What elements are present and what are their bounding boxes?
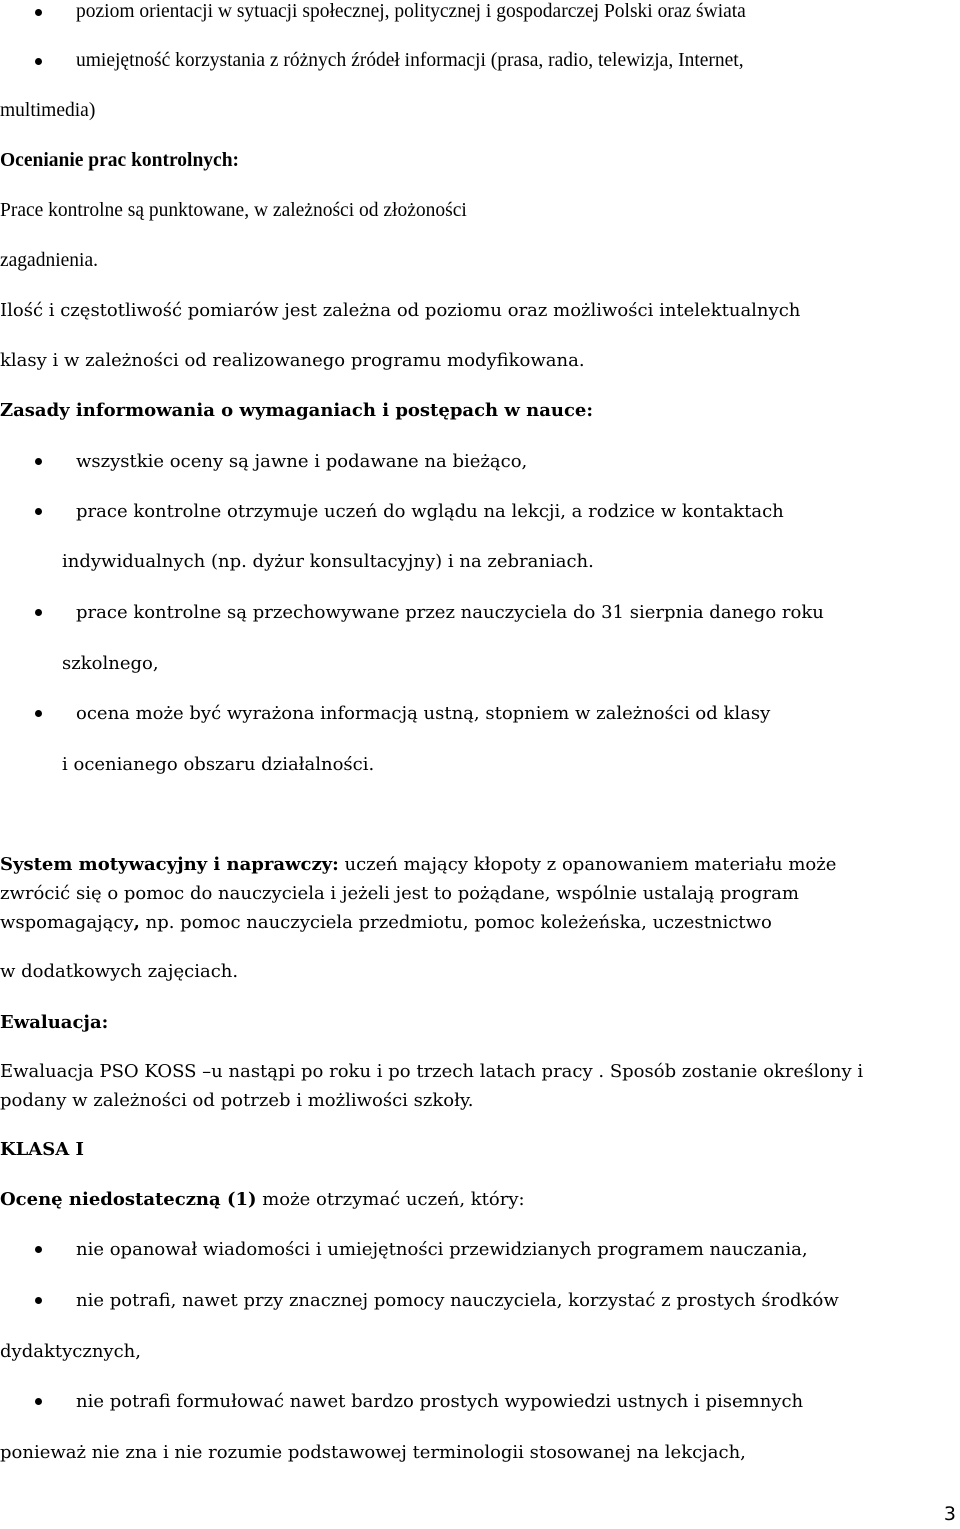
list-item: prace kontrolne są przechowywane przez nauczyciela do 31 sierpnia danego roku [76, 602, 824, 623]
bullet [35, 9, 42, 16]
paragraph-line: Ilość i częstotliwość pomiarów jest zależna od poziomu oraz możliwości intelektualnych [0, 300, 801, 321]
list-item-continuation: i ocenianego obszaru działalności. [62, 754, 375, 775]
page-number: 3 [943, 1503, 956, 1525]
bullet [35, 609, 42, 616]
bullet [35, 58, 42, 65]
paragraph-line: Prace kontrolne są punktowane, w zależności od złożoności [0, 200, 467, 221]
paragraph-line: multimedia) [0, 100, 96, 121]
paragraph-line: podany w zależności od potrzeb i możliwości szkoły. [0, 1090, 474, 1111]
paragraph-text: uczeń mający kłopoty z opanowaniem materiału może [338, 854, 837, 875]
list-item-continuation: ponieważ nie zna i nie rozumie podstawowej terminologii stosowanej na lekcjach, [0, 1442, 746, 1463]
paragraph-line [0, 853, 836, 877]
list-item: prace kontrolne otrzymuje uczeń do wglądu na lekcji, a rodzice w kontaktach [76, 501, 784, 522]
list-item-continuation: szkolnego, [62, 653, 159, 674]
list-item: nie potrafi, nawet przy znacznej pomocy nauczyciela, korzystać z prostych środków [76, 1290, 839, 1311]
section-heading: KLASA I [0, 1139, 84, 1160]
bullet [35, 710, 42, 717]
paragraph-line: w dodatkowych zajęciach. [0, 961, 239, 982]
list-item-continuation: indywidualnych (np. dyżur konsultacyjny) i na zebraniach. [62, 551, 594, 572]
bullet [35, 508, 42, 515]
section-heading: System motywacyjny i naprawczy: [0, 854, 339, 875]
bullet [35, 458, 42, 465]
paragraph-line: klasy i w zależności od realizowanego programu modyfikowana. [0, 350, 585, 371]
bullet [35, 1398, 42, 1405]
paragraph-line [0, 911, 772, 935]
paragraph-line: Ewaluacja PSO KOSS –u nastąpi po roku i po trzech latach pracy . Sposób zostanie określony i [0, 1061, 864, 1082]
section-heading: Ocenianie prac kontrolnych: [0, 150, 240, 171]
paragraph-line: zagadnienia. [0, 250, 98, 271]
section-heading: Ewaluacja: [0, 1012, 109, 1033]
list-item: wszystkie oceny są jawne i podawane na bieżąco, [76, 451, 528, 472]
paragraph-text: , [133, 912, 140, 933]
list-item: poziom orientacji w sytuacji społecznej, politycznej i gospodarczej Polski oraz świata [76, 1, 746, 22]
grade-heading: Ocenę niedostateczną (1) [0, 1189, 257, 1210]
bullet [35, 1297, 42, 1304]
bullet [35, 1246, 42, 1253]
paragraph-text: może otrzymać uczeń, który: [256, 1189, 525, 1210]
paragraph-line [0, 1188, 525, 1212]
list-item: nie opanował wiadomości i umiejętności przewidzianych programem nauczania, [76, 1239, 808, 1260]
section-heading: Zasady informowania o wymaganiach i postępach w nauce: [0, 400, 594, 421]
list-item: nie potrafi formułować nawet bardzo prostych wypowiedzi ustnych i pisemnych [76, 1391, 804, 1412]
paragraph-text: np. pomoc nauczyciela przedmiotu, pomoc koleżeńska, uczestnictwo [139, 912, 772, 933]
list-item: ocena może być wyrażona informacją ustną, stopniem w zależności od klasy [76, 703, 771, 724]
list-item: umiejętność korzystania z różnych źródeł informacji (prasa, radio, telewizja, Internet, [76, 50, 744, 71]
list-item-continuation: dydaktycznych, [0, 1341, 141, 1362]
paragraph-line: zwrócić się o pomoc do nauczyciela i jeżeli jest to pożądane, wspólnie ustalają program [0, 883, 799, 904]
paragraph-text: wspomagający [0, 912, 134, 933]
